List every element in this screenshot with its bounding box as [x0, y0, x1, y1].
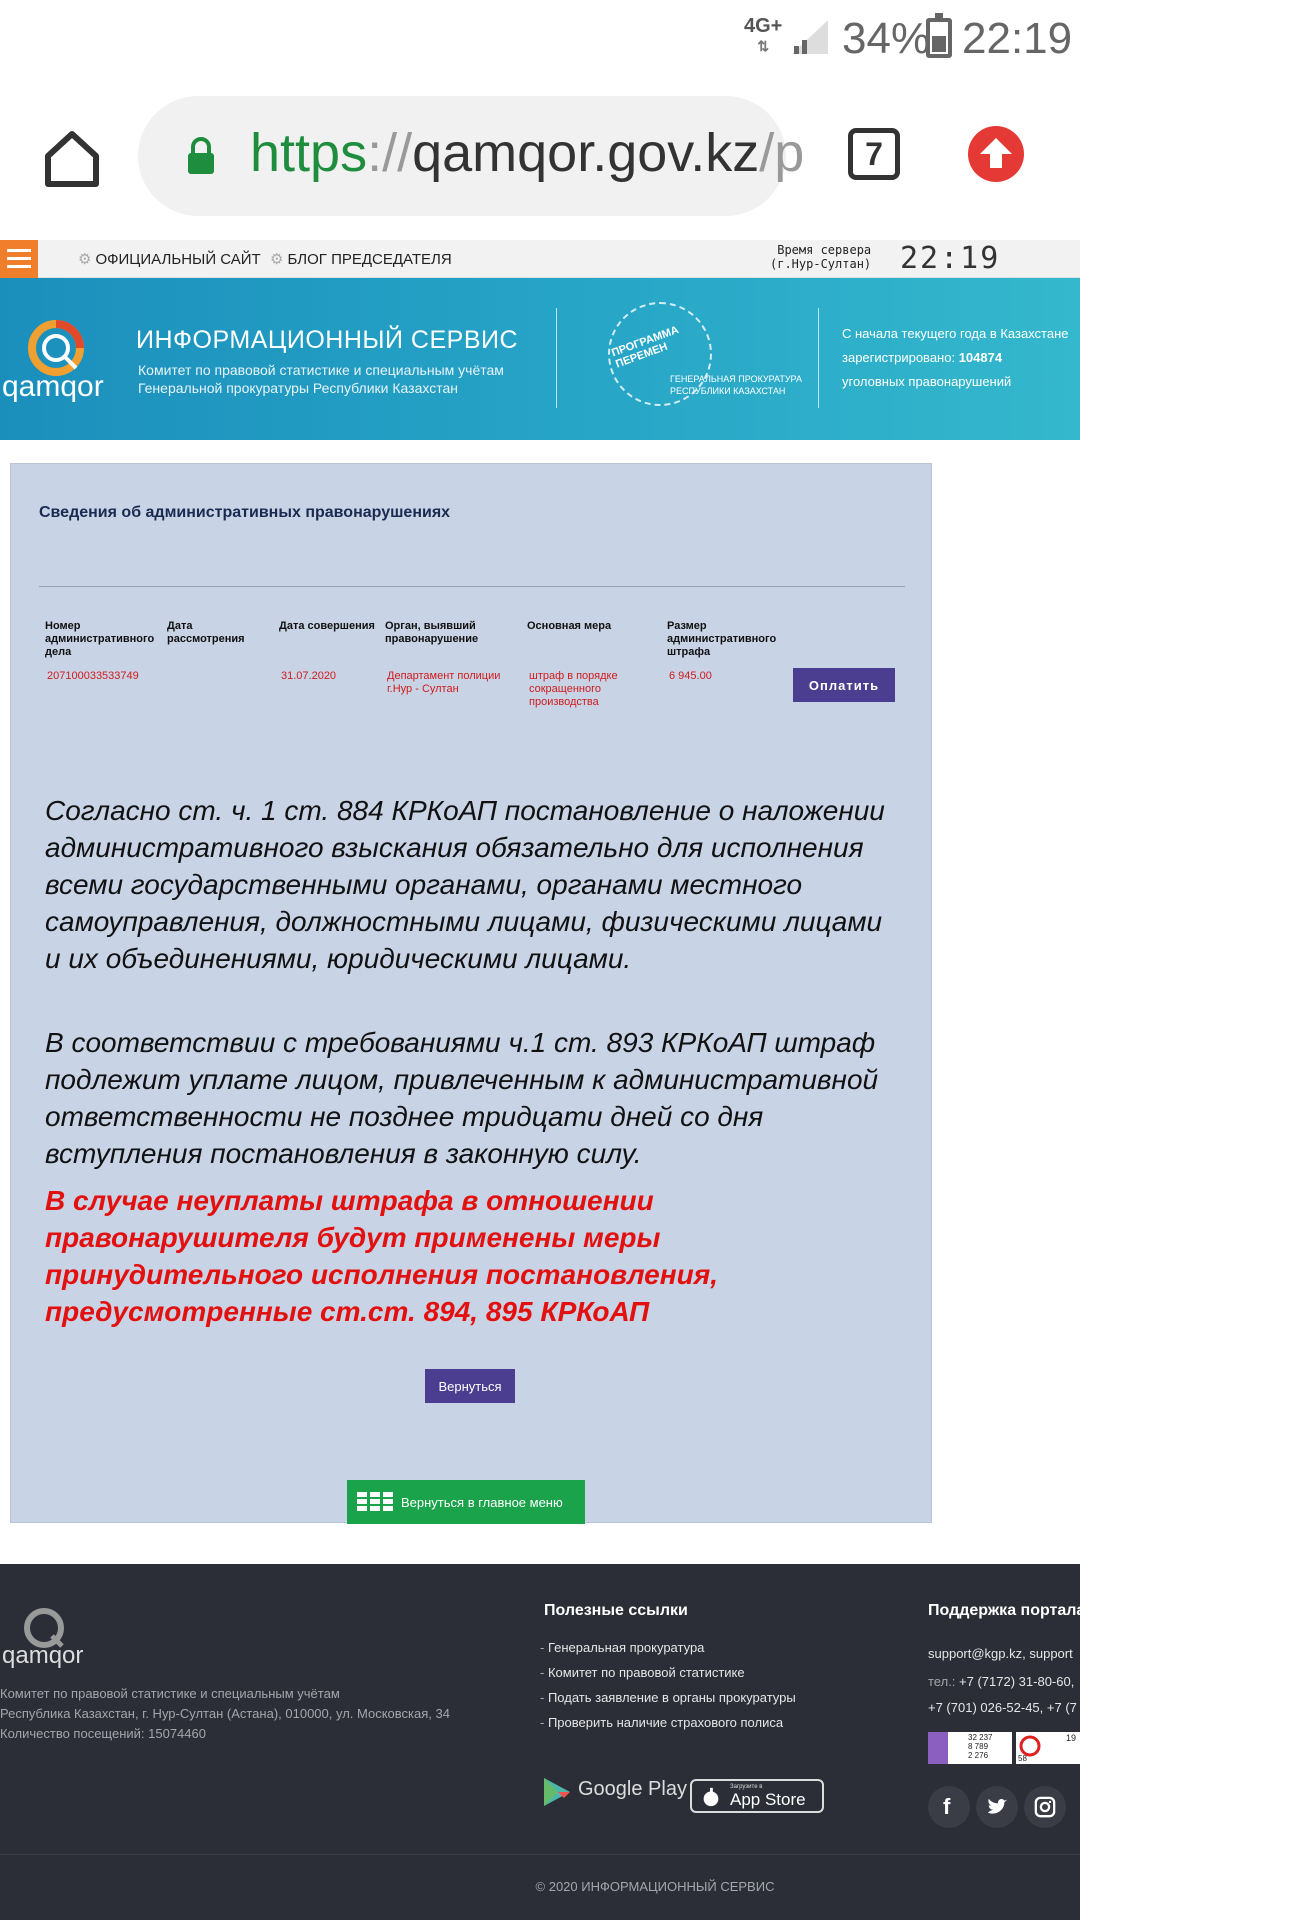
header-banner [0, 278, 1080, 440]
divider [818, 308, 819, 408]
column-header-authority: Орган, выявший правонарушение [385, 620, 479, 645]
support-heading: Поддержка портала [928, 1602, 1086, 1619]
footer-bottom [0, 1854, 1080, 1920]
authority: Департамент полиции г.Нур - Султан [387, 670, 501, 695]
site-top-strip [0, 240, 1080, 278]
column-header-measure: Основная мера [527, 620, 612, 632]
footer-link[interactable]: - Комитет по правовой статистике [540, 1665, 745, 1680]
footer-address: Республика Казахстан, г. Нур-Султан (Астана), 010000, ул. Московская, 34 [0, 1706, 450, 1721]
divider [39, 586, 905, 587]
program-text: ПРОГРАММА ПЕРЕМЕН [610, 323, 681, 371]
footer [0, 1564, 1086, 1854]
arrow-up-icon [968, 126, 1024, 182]
visit-counter-badge[interactable]: 19 58 [1016, 1732, 1086, 1764]
facebook-icon[interactable]: f [928, 1786, 970, 1828]
column-header-case-no: Номер административного дела [45, 620, 155, 658]
crime-stat-line: С начала текущего года в Казахстане [842, 326, 1069, 341]
counter-logo-icon [928, 1732, 948, 1764]
address-bar[interactable] [138, 96, 805, 216]
warning-paragraph: В случае неуплаты штрафа в отношении правонарушителя будут применены меры принудительного исполнения постановления, предусмотренные ст.ст. 894, 895 КРКоАП [45, 1185, 718, 1327]
server-time-label: Время сервера (г.Нур-Султан) [770, 243, 872, 271]
link-official-site[interactable]: ⚙ ОФИЦИАЛЬНЫЙ САЙТ [78, 251, 261, 268]
legal-notice-paragraph: Согласно ст. ч. 1 ст. 884 КРКоАП постановление о наложении административного взыскания обязательно для исполнения всеми государственными органами, органами местного самоуправления, должностными лицами, физическими лицами и их объединениями, юридическими лицами. [45, 795, 885, 974]
update-button[interactable] [968, 126, 1024, 182]
lock-icon [186, 136, 216, 176]
column-header-offense-date: Дата совершения [279, 620, 375, 632]
support-phone: +7 (701) 026-52-45, +7 (7 [928, 1700, 1077, 1715]
battery-percent: 34% [842, 14, 931, 63]
banner-subtitle: Генеральной прокуратуры Республики Казахстан [138, 380, 458, 396]
gp-label: РЕСПУБЛИКИ КАЗАХСТАН [670, 386, 786, 396]
instagram-icon[interactable] [1024, 1786, 1066, 1828]
offense-date: 31.07.2020 [281, 670, 337, 682]
google-play-link[interactable]: Google Play [542, 1774, 682, 1810]
back-button[interactable]: Вернуться [425, 1369, 515, 1403]
apple-icon [700, 1786, 722, 1808]
column-header-fine: Размер административного штрафа [667, 620, 777, 658]
hamburger-menu-icon[interactable] [0, 240, 38, 278]
pay-button[interactable]: Оплатить [793, 668, 895, 702]
copyright: © 2020 ИНФОРМАЦИОННЫЙ СЕРВИС [535, 1879, 775, 1894]
home-icon[interactable] [40, 126, 104, 190]
legal-notice-paragraph: В соответствии с требованиями ч.1 ст. 893 КРКоАП штраф подлежит уплате лицом, привлеченным к административной ответственности не позднее тридцати дней со дня вступления постановления в законную силу. [45, 1027, 879, 1169]
banner-subtitle: Комитет по правовой статистике и специальным учётам [138, 362, 504, 378]
google-play-icon [542, 1776, 572, 1808]
violations-panel [10, 463, 932, 1523]
footer-link[interactable]: - Подать заявление в органы прокуратуры [540, 1690, 796, 1705]
data-arrows-icon: ⇅ [757, 38, 770, 54]
browser-toolbar [0, 80, 1080, 240]
support-email[interactable]: support@kgp.kz, support [928, 1646, 1073, 1661]
clock: 22:19 [962, 14, 1073, 63]
grid-icon [357, 1492, 393, 1512]
useful-links-heading: Полезные ссылки [544, 1602, 688, 1619]
main-menu-label: Вернуться в главное меню [401, 1494, 563, 1510]
twitter-icon[interactable] [976, 1786, 1018, 1828]
network-indicator: 4G+ ⇅ [744, 15, 783, 54]
crime-count: 104874 [958, 350, 1003, 365]
server-time: 22:19 [900, 241, 1001, 276]
case-number: 207100033533749 [47, 670, 139, 682]
footer-logo-text: qamqor [2, 1642, 84, 1669]
main-menu-button[interactable] [347, 1480, 585, 1524]
gear-icon: ⚙ [270, 251, 284, 268]
status-bar [0, 0, 1080, 80]
gear-icon: ⚙ [78, 251, 92, 268]
visit-counter: Количество посещений: 15074460 [0, 1726, 206, 1741]
divider [556, 308, 557, 408]
footer-link[interactable]: - Генеральная прокуратура [540, 1640, 704, 1655]
footer-org: Комитет по правовой статистике и специальным учётам [0, 1686, 340, 1701]
page-title: Сведения об административных правонарушениях [39, 504, 451, 521]
banner-title: ИНФОРМАЦИОННЫЙ СЕРВИС [136, 326, 519, 354]
tab-switcher-button[interactable]: 7 [848, 128, 900, 180]
app-store-link[interactable]: Загрузите в App Store [690, 1779, 824, 1813]
fine-amount: 6 945.00 [669, 670, 712, 682]
url-text[interactable]: https://qamqor.gov.kz/p [250, 123, 805, 183]
visit-counter-badge[interactable]: 32 237 8 789 2 276 [928, 1732, 1012, 1764]
measure: штраф в порядке сокращенного производства [529, 670, 618, 708]
gp-label: ГЕНЕРАЛЬНАЯ ПРОКУРАТУРА [670, 374, 802, 384]
crime-stat-line: зарегистрировано: 104874 [842, 350, 1003, 365]
column-header-review-date: Дата рассмотрения [167, 620, 245, 645]
logo-text: qamqor [2, 370, 104, 403]
link-chairman-blog[interactable]: ⚙ БЛОГ ПРЕДСЕДАТЕЛЯ [270, 251, 452, 268]
signal-icon [790, 18, 830, 56]
crime-stat-line: уголовных правонарушений [842, 374, 1012, 389]
footer-link[interactable]: - Проверить наличие страхового полиса [540, 1715, 783, 1730]
battery-icon [926, 18, 952, 58]
support-phone: тел.: +7 (7172) 31-80-60, [928, 1674, 1075, 1689]
